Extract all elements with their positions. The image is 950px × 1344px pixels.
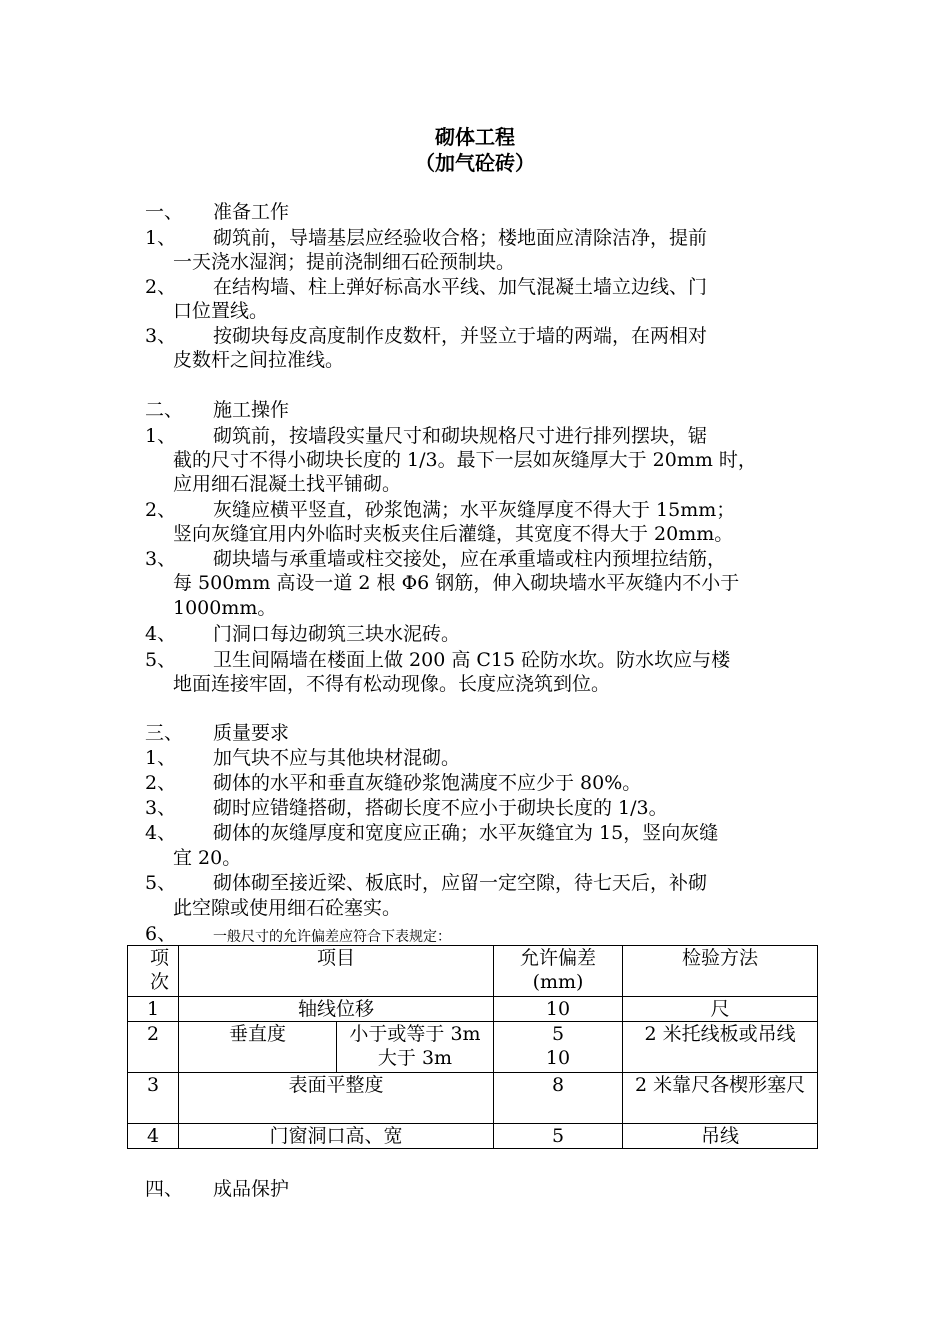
item-text: 砌体的水平和垂直灰缝砂浆饱满度不应少于 80%。 <box>213 772 642 794</box>
cell-seq: 1 <box>128 997 179 1022</box>
item-text: 按砌块每皮高度制作皮数杆，并竖立于墙的两端，在两相对 <box>213 325 708 347</box>
table-row <box>128 1124 818 1149</box>
section-title: 施工操作 <box>213 399 290 421</box>
item-text: 砌时应错缝搭砌，搭砌长度不应小于砌块长度的 1/3。 <box>213 797 668 819</box>
item-continuation: 一天浇水湿润；提前浇制细石砼预制块。 <box>173 251 516 273</box>
item-text: 砌体砌至接近梁、板底时，应留一定空隙，待七天后，补砌 <box>213 872 708 894</box>
item-number: 2、 <box>145 276 177 298</box>
tolerance-table <box>127 945 818 1149</box>
table-header-row <box>128 946 818 997</box>
cell-subitem <box>337 1022 494 1073</box>
section-title: 成品保护 <box>213 1178 290 1200</box>
document-subtitle: （加气砼砖） <box>415 151 535 175</box>
table-row <box>128 1022 818 1073</box>
item-number: 3、 <box>145 325 177 347</box>
item-number: 5、 <box>145 872 177 894</box>
item-number: 1、 <box>145 747 177 769</box>
item-text: 砌筑前，导墙基层应经验收合格；楼地面应清除洁净，提前 <box>213 227 708 249</box>
item-text: 在结构墙、柱上弹好标高水平线、加气混凝土墙立边线、门 <box>213 276 708 298</box>
header-item: 项目 <box>179 946 494 997</box>
cell-method: 2 米靠尺各楔形塞尺 <box>623 1073 818 1124</box>
cell-tolerance <box>494 1022 623 1073</box>
subitem-1: 小于或等于 3m <box>349 1023 481 1045</box>
tolerance-1: 5 <box>551 1023 565 1045</box>
cell-item: 垂直度 <box>179 1022 337 1073</box>
item-continuation: 应用细石混凝土找平铺砌。 <box>173 473 402 495</box>
item-number: 3、 <box>145 548 177 570</box>
header-tolerance: 允许偏差(mm) <box>494 946 623 997</box>
cell-method: 吊线 <box>623 1124 818 1149</box>
cell-item: 表面平整度 <box>179 1073 494 1124</box>
tolerance-2: 10 <box>545 1047 571 1069</box>
item-continuation: 每 500mm 高设一道 2 根 Φ6 钢筋，伸入砌块墙水平灰缝内不小于 <box>173 572 740 594</box>
cell-method: 尺 <box>623 997 818 1022</box>
cell-tolerance: 5 <box>494 1124 623 1149</box>
section-number: 二、 <box>145 399 184 421</box>
item-continuation: 竖向灰缝宜用内外临时夹板夹住后灌缝，其宽度不得大于 20mm。 <box>173 523 734 545</box>
cell-tolerance: 10 <box>494 997 623 1022</box>
section-title: 质量要求 <box>213 722 290 744</box>
item-continuation: 此空隙或使用细石砼塞实。 <box>173 897 402 919</box>
item-continuation: 宜 20。 <box>173 847 242 869</box>
cell-seq: 4 <box>128 1124 179 1149</box>
cell-seq: 3 <box>128 1073 179 1124</box>
section-number: 四、 <box>145 1178 184 1200</box>
cell-method: 2 米托线板或吊线 <box>623 1022 818 1073</box>
item-continuation: 口位置线。 <box>173 300 269 322</box>
cell-item: 轴线位移 <box>179 997 494 1022</box>
item-number: 4、 <box>145 822 177 844</box>
section-title: 准备工作 <box>213 201 290 223</box>
item-number: 3、 <box>145 797 177 819</box>
cell-tolerance: 8 <box>494 1073 623 1124</box>
header-seq: 项次 <box>128 946 179 997</box>
subitem-2: 大于 3m <box>377 1047 453 1069</box>
item-continuation: 截的尺寸不得小砌块长度的 1/3。最下一层如灰缝厚大于 20mm 时， <box>173 449 757 471</box>
item-text: 一般尺寸的允许偏差应符合下表规定： <box>213 929 451 945</box>
table-row <box>128 997 818 1022</box>
item-number: 2、 <box>145 772 177 794</box>
table-row <box>128 1073 818 1124</box>
item-text: 砌块墙与承重墙或柱交接处，应在承重墙或柱内预埋拉结筋， <box>213 548 727 570</box>
item-text: 灰缝应横平竖直，砂浆饱满；水平灰缝厚度不得大于 15mm； <box>213 499 736 521</box>
item-text: 门洞口每边砌筑三块水泥砖。 <box>213 623 461 645</box>
item-text: 砌体的灰缝厚度和宽度应正确；水平灰缝宜为 15，竖向灰缝 <box>213 822 719 844</box>
item-text: 加气块不应与其他块材混砌。 <box>213 747 461 769</box>
section-number: 三、 <box>145 722 184 744</box>
item-continuation: 皮数杆之间拉准线。 <box>173 349 345 371</box>
section-number: 一、 <box>145 201 184 223</box>
item-continuation: 地面连接牢固，不得有松动现像。长度应浇筑到位。 <box>173 673 611 695</box>
item-number: 2、 <box>145 499 177 521</box>
item-number: 1、 <box>145 227 177 249</box>
header-method: 检验方法 <box>623 946 818 997</box>
item-number: 5、 <box>145 649 177 671</box>
item-number: 4、 <box>145 623 177 645</box>
item-number: 1、 <box>145 425 177 447</box>
item-text: 砌筑前，按墙段实量尺寸和砌块规格尺寸进行排列摆块，锯 <box>213 425 708 447</box>
document-title: 砌体工程 <box>435 125 515 149</box>
item-number: 6、 <box>145 923 177 945</box>
cell-item: 门窗洞口高、宽 <box>179 1124 494 1149</box>
item-text: 卫生间隔墙在楼面上做 200 高 C15 砼防水坎。防水坎应与楼 <box>213 649 731 671</box>
item-continuation: 1000mm。 <box>173 597 277 619</box>
cell-seq: 2 <box>128 1022 179 1073</box>
